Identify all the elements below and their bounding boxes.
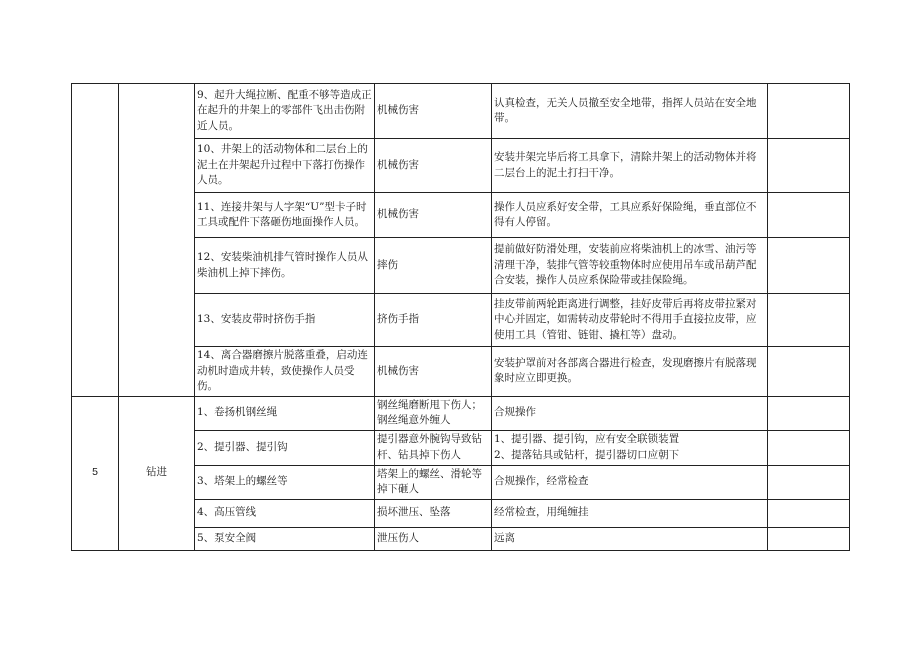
hazard-item-cell: 12、安装柴油机排气管时操作人员从柴油机上掉下摔伤。 xyxy=(195,238,375,294)
remark-cell xyxy=(768,430,850,465)
table-row xyxy=(72,396,850,430)
hazard-item-cell: 5、泵安全阀 xyxy=(195,527,375,550)
hazard-type-cell: 钢丝绳磨断甩下伤人；钢丝绳意外缠人 xyxy=(375,396,492,430)
control-measure-cell: 合规操作，经常检查 xyxy=(492,465,768,499)
row-number-cell xyxy=(72,84,119,397)
hazard-type-cell: 塔架上的螺丝、滑轮等掉下砸人 xyxy=(375,465,492,499)
control-measure-cell: 远离 xyxy=(492,527,768,550)
remark-cell xyxy=(768,465,850,499)
control-measure-cell: 合规操作 xyxy=(492,396,768,430)
control-measure-cell: 提前做好防滑处理，安装前应将柴油机上的冰雪、油污等清理干净，装排气管等较重物体时应使用吊车或吊葫芦配合安装，操作人员应系保险带或挂保险绳。 xyxy=(492,238,768,294)
hazard-type-cell: 机械伤害 xyxy=(375,139,492,193)
remark-cell xyxy=(768,347,850,397)
hazard-item-cell: 2、提引器、提引钩 xyxy=(195,430,375,465)
hazard-type-cell: 摔伤 xyxy=(375,238,492,294)
hazard-item-cell: 1、卷扬机钢丝绳 xyxy=(195,396,375,430)
remark-cell xyxy=(768,193,850,238)
hazard-item-cell: 11、连接井架与人字架“U”型卡子时工具或配件下落砸伤地面操作人员。 xyxy=(195,193,375,238)
hazard-item-cell: 13、安装皮带时挤伤手指 xyxy=(195,294,375,347)
stage-cell xyxy=(119,84,195,397)
remark-cell xyxy=(768,84,850,139)
hazard-type-cell: 挤伤手指 xyxy=(375,294,492,347)
control-measure-cell: 安装井架完毕后将工具拿下，清除井架上的活动物体并将二层台上的泥土打扫干净。 xyxy=(492,139,768,193)
control-measure-cell: 挂皮带前两轮距离进行调整，挂好皮带后再将皮带拉紧对中心并固定，如需转动皮带轮时不得用手直接拉皮带，应使用工具（管钳、链钳、撬杠等）盘动。 xyxy=(492,294,768,347)
control-measure-cell: 操作人员应系好安全带，工具应系好保险绳，垂直部位不得有人停留。 xyxy=(492,193,768,238)
hazard-type-cell: 损坏泄压、坠落 xyxy=(375,499,492,527)
row-number-cell: 5 xyxy=(72,396,119,550)
remark-cell xyxy=(768,238,850,294)
hazard-type-cell: 机械伤害 xyxy=(375,84,492,139)
control-measure-cell: 安装护罩前对各部离合器进行检查，发现磨擦片有脱落现象时应立即更换。 xyxy=(492,347,768,397)
hazard-item-cell: 10、井架上的活动物体和二层台上的泥土在井架起升过程中下落打伤操作人员。 xyxy=(195,139,375,193)
stage-cell: 钻进 xyxy=(119,396,195,550)
control-measure-cell: 认真检查，无关人员撤至安全地带，指挥人员站在安全地带。 xyxy=(492,84,768,139)
hazard-item-cell: 9、起升大绳拉断、配重不够等造成正在起升的井架上的零部件飞出击伤附近人员。 xyxy=(195,84,375,139)
remark-cell xyxy=(768,396,850,430)
hazard-item-cell: 3、塔架上的螺丝等 xyxy=(195,465,375,499)
remark-cell xyxy=(768,499,850,527)
hazard-type-cell: 机械伤害 xyxy=(375,193,492,238)
hazard-item-cell: 14、离合器磨擦片脱落重叠，启动连动机时造成井转，致使操作人员受伤。 xyxy=(195,347,375,397)
hazard-type-cell: 泄压伤人 xyxy=(375,527,492,550)
remark-cell xyxy=(768,139,850,193)
control-measure-cell: 1、提引器、提引钩，应有安全联锁装置 2、提落钻具或钻杆，提引器切口应朝下 xyxy=(492,430,768,465)
control-measure-cell: 经常检查，用绳缠挂 xyxy=(492,499,768,527)
hazard-type-cell: 提引器意外腕钩导致钻杆、钻具掉下伤人 xyxy=(375,430,492,465)
remark-cell xyxy=(768,294,850,347)
hazard-item-cell: 4、高压管线 xyxy=(195,499,375,527)
hazard-type-cell: 机械伤害 xyxy=(375,347,492,397)
remark-cell xyxy=(768,527,850,550)
table-row xyxy=(72,84,850,139)
risk-table xyxy=(71,83,850,551)
